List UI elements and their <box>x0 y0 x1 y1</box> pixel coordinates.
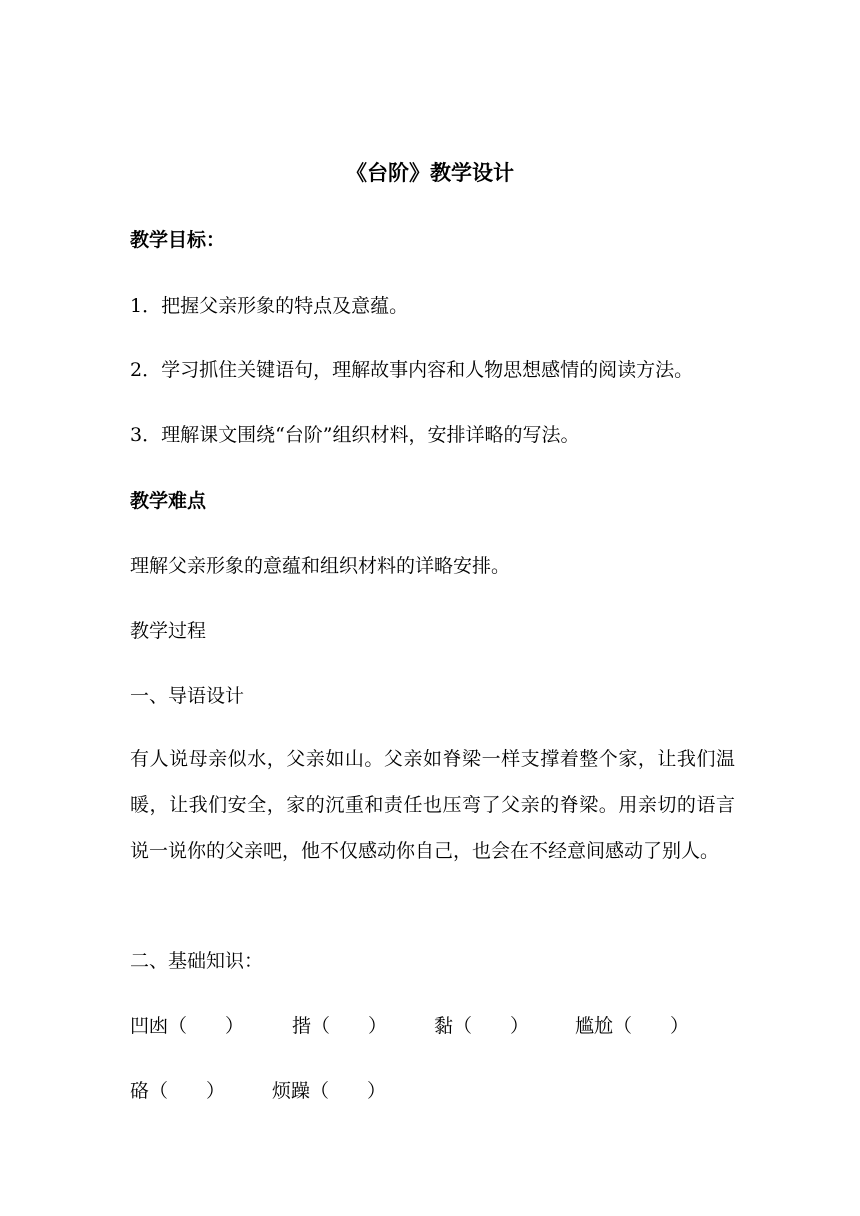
blank-item: 凹凼（ ） <box>130 1015 245 1037</box>
objectives-heading: 教学目标： <box>130 229 226 251</box>
objective-item-3: 3．理解课文围绕“台阶”组织材料，安排详略的写法。 <box>130 424 580 446</box>
blank-item: 硌（ ） <box>130 1080 226 1102</box>
objective-item-1: 1．把握父亲形象的特点及意蕴。 <box>130 295 409 317</box>
document-title: 《台阶》教学设计 <box>346 161 514 185</box>
objective-item-2: 2．学习抓住关键语句，理解故事内容和人物思想感情的阅读方法。 <box>130 359 694 381</box>
section2-heading: 二、基础知识： <box>130 950 264 972</box>
process-heading: 教学过程 <box>130 620 207 642</box>
blank-item: 烦躁（ ） <box>272 1080 387 1102</box>
difficulty-heading: 教学难点 <box>130 490 207 512</box>
difficulty-text: 理解父亲形象的意蕴和组织材料的详略安排。 <box>130 555 511 577</box>
blank-item: 尴尬（ ） <box>575 1015 690 1037</box>
section1-paragraph: 有人说母亲似水，父亲如山。父亲如脊梁一样支撑着整个家，让我们温暖，让我们安全，家的沉重和责任也压弯了父亲的脊梁。用亲切的语言说一说你的父亲吧，他不仅感动你自己，也会在不经意间感动了别人。 <box>130 748 735 862</box>
section1-heading: 一、导语设计 <box>130 685 245 707</box>
blank-item: 揩（ ） <box>292 1015 388 1037</box>
blank-item: 黏（ ） <box>434 1015 530 1037</box>
